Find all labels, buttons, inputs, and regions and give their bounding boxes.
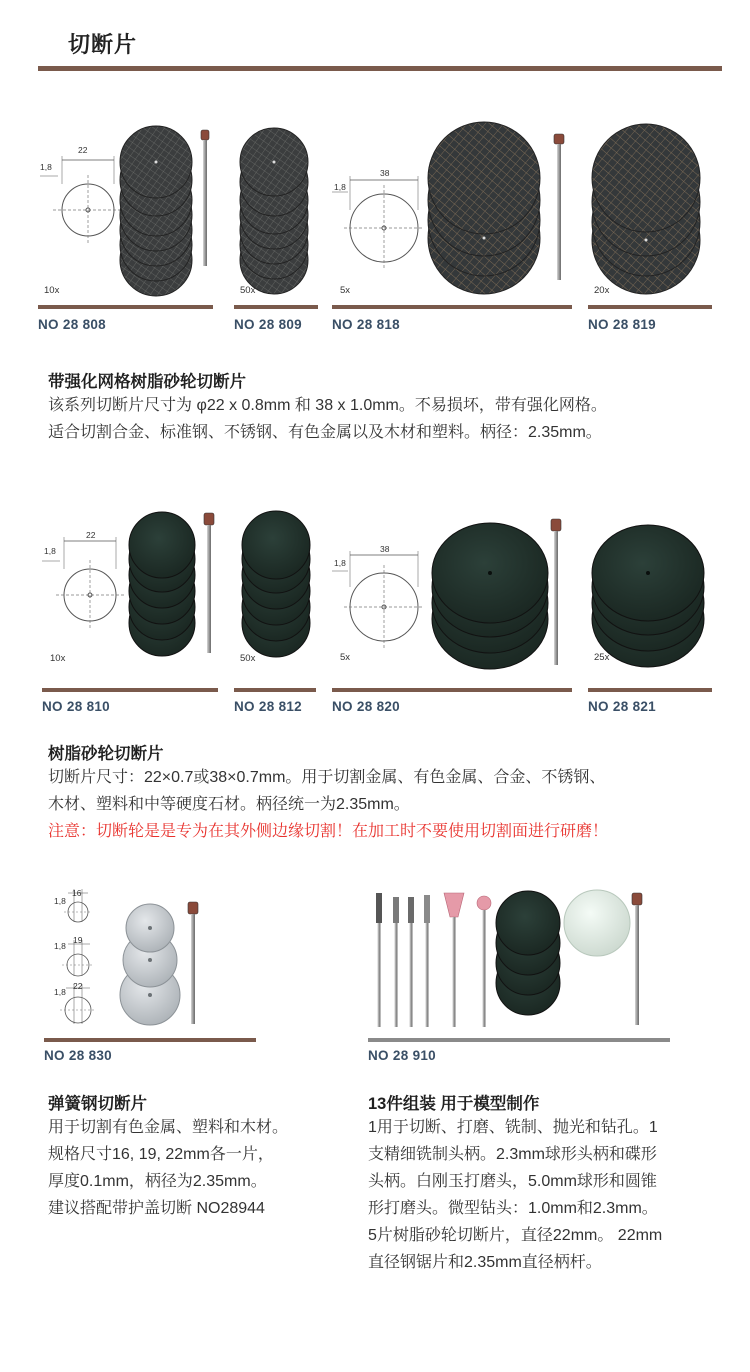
description-line: 用于切割有色金属、塑料和木材。 [48,1119,289,1136]
dimension-width-label: 19 [73,935,83,945]
mandrel [554,134,564,280]
part-number: NO 28 830 [44,1048,112,1063]
product-divider [234,305,318,309]
product-image-28808 [38,120,214,300]
description-line: 适合切割合金、标准钢、不锈钢、有色金属以及木材和塑料。柄径：2.35mm。 [48,424,602,441]
description-line: 5片树脂砂轮切断片，直径22mm。 22mm [368,1227,663,1244]
part-number: NO 28 819 [588,317,656,332]
description-line: 支精细铣制头柄。2.3mm球形头柄和碟形 [368,1146,657,1163]
grinding-stone-ball [477,896,491,1027]
quantity-label: 25x [594,652,610,663]
product-divider [332,305,572,309]
description-line: 厚度0.1mm，柄径为2.35mm。 [48,1173,267,1190]
part-number: NO 28 809 [234,317,302,332]
product-divider [332,688,572,692]
dimension-thickness-label: 1,8 [334,182,346,192]
router-bit-set [376,893,430,1027]
mandrel [632,893,642,1025]
dimension-width-label: 22 [86,530,96,540]
product-image-28910 [368,885,670,1035]
dimension-width-label: 38 [380,168,390,178]
resin-disc-stack [129,512,195,656]
description-line: 直径钢锯片和2.35mm直径柄杆。 [368,1254,602,1271]
product-divider [368,1038,670,1042]
product-divider [588,688,712,692]
description-line: 建议搭配带护盖切断 NO28944 [48,1200,265,1217]
warning-text: 注意：切断轮是是专为在其外侧边缘切割！在加工时不要使用切割面进行研磨！ [48,823,609,840]
description-line: 头柄。白刚玉打磨头，5.0mm球形和圆锥 [368,1173,657,1190]
product-image-28809 [234,120,318,300]
dimension-width-label: 22 [73,981,83,991]
quantity-label: 5x [340,652,351,663]
description-line: 该系列切断片尺寸为 φ22 x 0.8mm 和 38 x 1.0mm。不易损坏，带有强化网格。 [48,397,607,414]
dimension-thickness-label: 1,8 [54,941,66,951]
product-divider [42,688,218,692]
grinding-stone-cone [444,893,464,1027]
part-number: NO 28 820 [332,699,400,714]
dimension-thickness-label: 1,8 [40,162,52,172]
cutting-disc-stack [240,128,308,294]
steel-disc-set [120,904,180,1025]
quantity-label: 50x [240,285,256,296]
product-image-28821 [588,515,712,675]
description-line: 1用于切断、打磨、铣制、抛光和钻孔。1 [368,1119,658,1136]
quantity-label: 10x [50,653,66,664]
part-number: NO 28 821 [588,699,656,714]
description-line: 切断片尺寸：22×0.7或38×0.7mm。用于切割金属、有色金属、合金、不锈钢、 [48,769,606,786]
resin-disc-stack [496,891,560,1015]
resin-disc-stack [432,523,548,669]
description-line: 木材、塑料和中等硬度石材。柄径统一为2.35mm。 [48,796,410,813]
product-image-28830 [44,880,256,1030]
cutting-disc-stack [592,124,700,294]
product-divider [44,1038,256,1042]
mandrel [551,519,561,665]
title-divider [38,66,722,71]
section-title: 弹簧钢切断片 [48,1095,147,1113]
product-image-28820 [332,515,572,675]
product-divider [588,305,712,309]
description-line: 形打磨头。微型钻头：1.0mm和2.3mm。 [368,1200,658,1217]
product-divider [234,688,316,692]
product-image-28810 [38,505,218,675]
dimension-thickness-label: 1,8 [44,546,56,556]
section-title: 带强化网格树脂砂轮切断片 [48,373,246,391]
dimension-width-label: 16 [72,888,82,898]
dimension-diagram [40,156,123,245]
saw-blade [564,890,630,956]
product-image-28819 [588,110,712,300]
quantity-label: 50x [240,653,256,664]
product-divider [38,305,213,309]
mandrel [204,513,214,653]
part-number: NO 28 808 [38,317,106,332]
product-image-28818 [332,110,572,300]
quantity-label: 20x [594,285,610,296]
page-title: 切断片 [68,32,138,57]
resin-disc-stack [242,511,310,657]
description-line: 规格尺寸16, 19, 22mm各一片， [48,1146,274,1163]
part-number: NO 28 810 [42,699,110,714]
quantity-label: 10x [44,285,60,296]
mandrel [201,130,209,266]
product-image-28812 [234,505,318,675]
quantity-label: 5x [340,285,351,296]
section-title: 13件组装 用于模型制作 [368,1095,540,1113]
cutting-disc-stack [120,126,192,296]
dimension-thickness-label: 1,8 [334,558,346,568]
part-number: NO 28 812 [234,699,302,714]
dimension-thickness-label: 1,8 [54,896,66,906]
part-number: NO 28 818 [332,317,400,332]
dimension-diagram [60,889,96,1024]
part-number: NO 28 910 [368,1048,436,1063]
dimension-width-label: 38 [380,544,390,554]
mandrel [188,902,198,1024]
dimension-width-label: 22 [78,145,88,155]
cutting-disc-stack [428,122,540,294]
resin-disc-stack [592,525,704,667]
dimension-thickness-label: 1,8 [54,987,66,997]
section-title: 树脂砂轮切断片 [48,745,164,763]
